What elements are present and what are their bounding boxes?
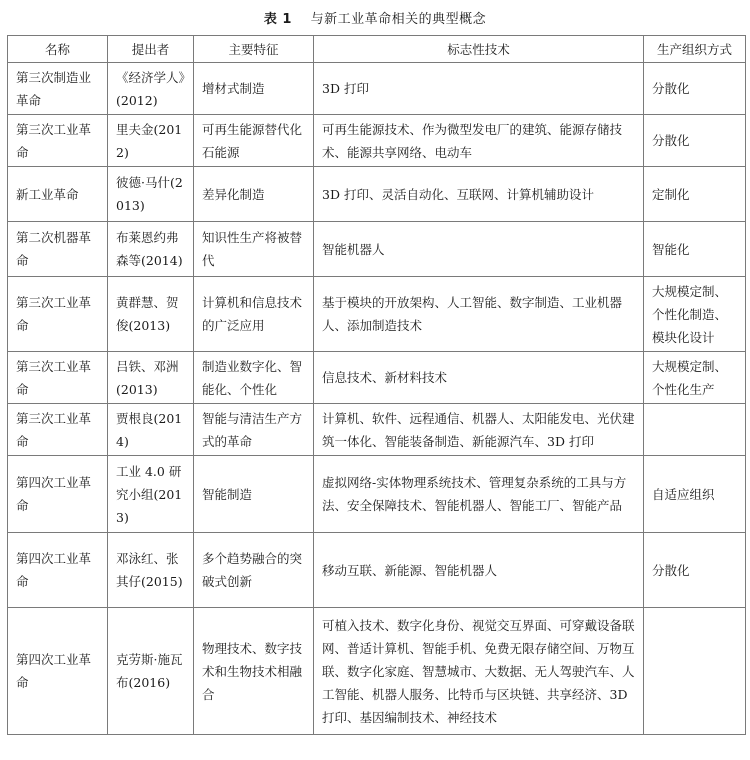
cell-organization: 分散化 bbox=[644, 115, 746, 167]
cell-proposer: 邓泳红、张其仔(2015) bbox=[108, 533, 194, 608]
cell-organization: 大规模定制、个性化生产 bbox=[644, 352, 746, 404]
table-body bbox=[8, 63, 746, 735]
cell-technology: 智能机器人 bbox=[314, 222, 644, 277]
cell-proposer: 彼德·马什(2013) bbox=[108, 167, 194, 222]
cell-technology: 可植入技术、数字化身份、视觉交互界面、可穿戴设备联网、普适计算机、智能手机、免费无限存储空间、万物互联、数字化家庭、智慧城市、大数据、无人驾驶汽车、人工智能、机器人服务、比特币与区块链、共享经济、3D 打印、基因编制技术、神经技术 bbox=[314, 608, 644, 735]
cell-technology: 计算机、软件、远程通信、机器人、太阳能发电、光伏建筑一体化、智能装备制造、新能源汽车、3D 打印 bbox=[314, 404, 644, 456]
header-name: 名称 bbox=[8, 36, 108, 63]
cell-name: 第四次工业革命 bbox=[8, 608, 108, 735]
header-features: 主要特征 bbox=[194, 36, 314, 63]
cell-features: 知识性生产将被替代 bbox=[194, 222, 314, 277]
cell-proposer: 工业 4.0 研究小组(2013) bbox=[108, 456, 194, 533]
cell-features: 差异化制造 bbox=[194, 167, 314, 222]
table-row bbox=[8, 404, 746, 456]
cell-technology: 可再生能源技术、作为微型发电厂的建筑、能源存储技术、能源共享网络、电动车 bbox=[314, 115, 644, 167]
cell-features: 计算机和信息技术的广泛应用 bbox=[194, 277, 314, 352]
table-row bbox=[8, 533, 746, 608]
cell-features: 智能与清洁生产方式的革命 bbox=[194, 404, 314, 456]
cell-organization bbox=[644, 404, 746, 456]
cell-name: 第三次工业革命 bbox=[8, 115, 108, 167]
cell-name: 第四次工业革命 bbox=[8, 533, 108, 608]
table-row bbox=[8, 352, 746, 404]
cell-organization: 定制化 bbox=[644, 167, 746, 222]
cell-name: 第三次制造业革命 bbox=[8, 63, 108, 115]
cell-technology: 移动互联、新能源、智能机器人 bbox=[314, 533, 644, 608]
header-organization: 生产组织方式 bbox=[644, 36, 746, 63]
cell-features: 智能制造 bbox=[194, 456, 314, 533]
cell-features: 物理技术、数字技术和生物技术相融合 bbox=[194, 608, 314, 735]
cell-proposer: 里夫金(2012) bbox=[108, 115, 194, 167]
cell-features: 制造业数字化、智能化、个性化 bbox=[194, 352, 314, 404]
cell-organization: 智能化 bbox=[644, 222, 746, 277]
cell-features: 多个趋势融合的突破式创新 bbox=[194, 533, 314, 608]
cell-name: 第三次工业革命 bbox=[8, 352, 108, 404]
cell-name: 第三次工业革命 bbox=[8, 277, 108, 352]
table-header bbox=[8, 36, 746, 63]
cell-proposer: 布莱恩约弗森等(2014) bbox=[108, 222, 194, 277]
cell-features: 增材式制造 bbox=[194, 63, 314, 115]
table-row bbox=[8, 63, 746, 115]
cell-technology: 虚拟网络-实体物理系统技术、管理复杂系统的工具与方法、安全保障技术、智能机器人、智能工厂、智能产品 bbox=[314, 456, 644, 533]
cell-technology: 信息技术、新材料技术 bbox=[314, 352, 644, 404]
cell-organization: 分散化 bbox=[644, 63, 746, 115]
cell-name: 第三次工业革命 bbox=[8, 404, 108, 456]
cell-features: 可再生能源替代化石能源 bbox=[194, 115, 314, 167]
header-technology: 标志性技术 bbox=[314, 36, 644, 63]
table-caption bbox=[0, 8, 750, 27]
cell-proposer: 贾根良(2014) bbox=[108, 404, 194, 456]
table-caption-title: 与新工业革命相关的典型概念 bbox=[310, 12, 487, 27]
table-row bbox=[8, 222, 746, 277]
table-caption-label: 表 1 bbox=[263, 12, 292, 27]
header-row bbox=[8, 36, 746, 63]
cell-organization: 大规模定制、个性化制造、模块化设计 bbox=[644, 277, 746, 352]
cell-proposer: 吕铁、邓洲(2013) bbox=[108, 352, 194, 404]
cell-organization: 自适应组织 bbox=[644, 456, 746, 533]
cell-name: 新工业革命 bbox=[8, 167, 108, 222]
header-proposer: 提出者 bbox=[108, 36, 194, 63]
cell-technology: 3D 打印、灵活自动化、互联网、计算机辅助设计 bbox=[314, 167, 644, 222]
table-row bbox=[8, 456, 746, 533]
cell-organization: 分散化 bbox=[644, 533, 746, 608]
cell-name: 第二次机器革命 bbox=[8, 222, 108, 277]
cell-name: 第四次工业革命 bbox=[8, 456, 108, 533]
cell-proposer: 黄群慧、贺俊(2013) bbox=[108, 277, 194, 352]
table-row bbox=[8, 167, 746, 222]
cell-technology: 3D 打印 bbox=[314, 63, 644, 115]
cell-technology: 基于模块的开放架构、人工智能、数字制造、工业机器人、添加制造技术 bbox=[314, 277, 644, 352]
cell-proposer: 《经济学人》(2012) bbox=[108, 63, 194, 115]
concepts-table bbox=[7, 35, 746, 735]
cell-proposer: 克劳斯·施瓦布(2016) bbox=[108, 608, 194, 735]
table-row bbox=[8, 608, 746, 735]
table-row bbox=[8, 277, 746, 352]
table-row bbox=[8, 115, 746, 167]
cell-organization bbox=[644, 608, 746, 735]
